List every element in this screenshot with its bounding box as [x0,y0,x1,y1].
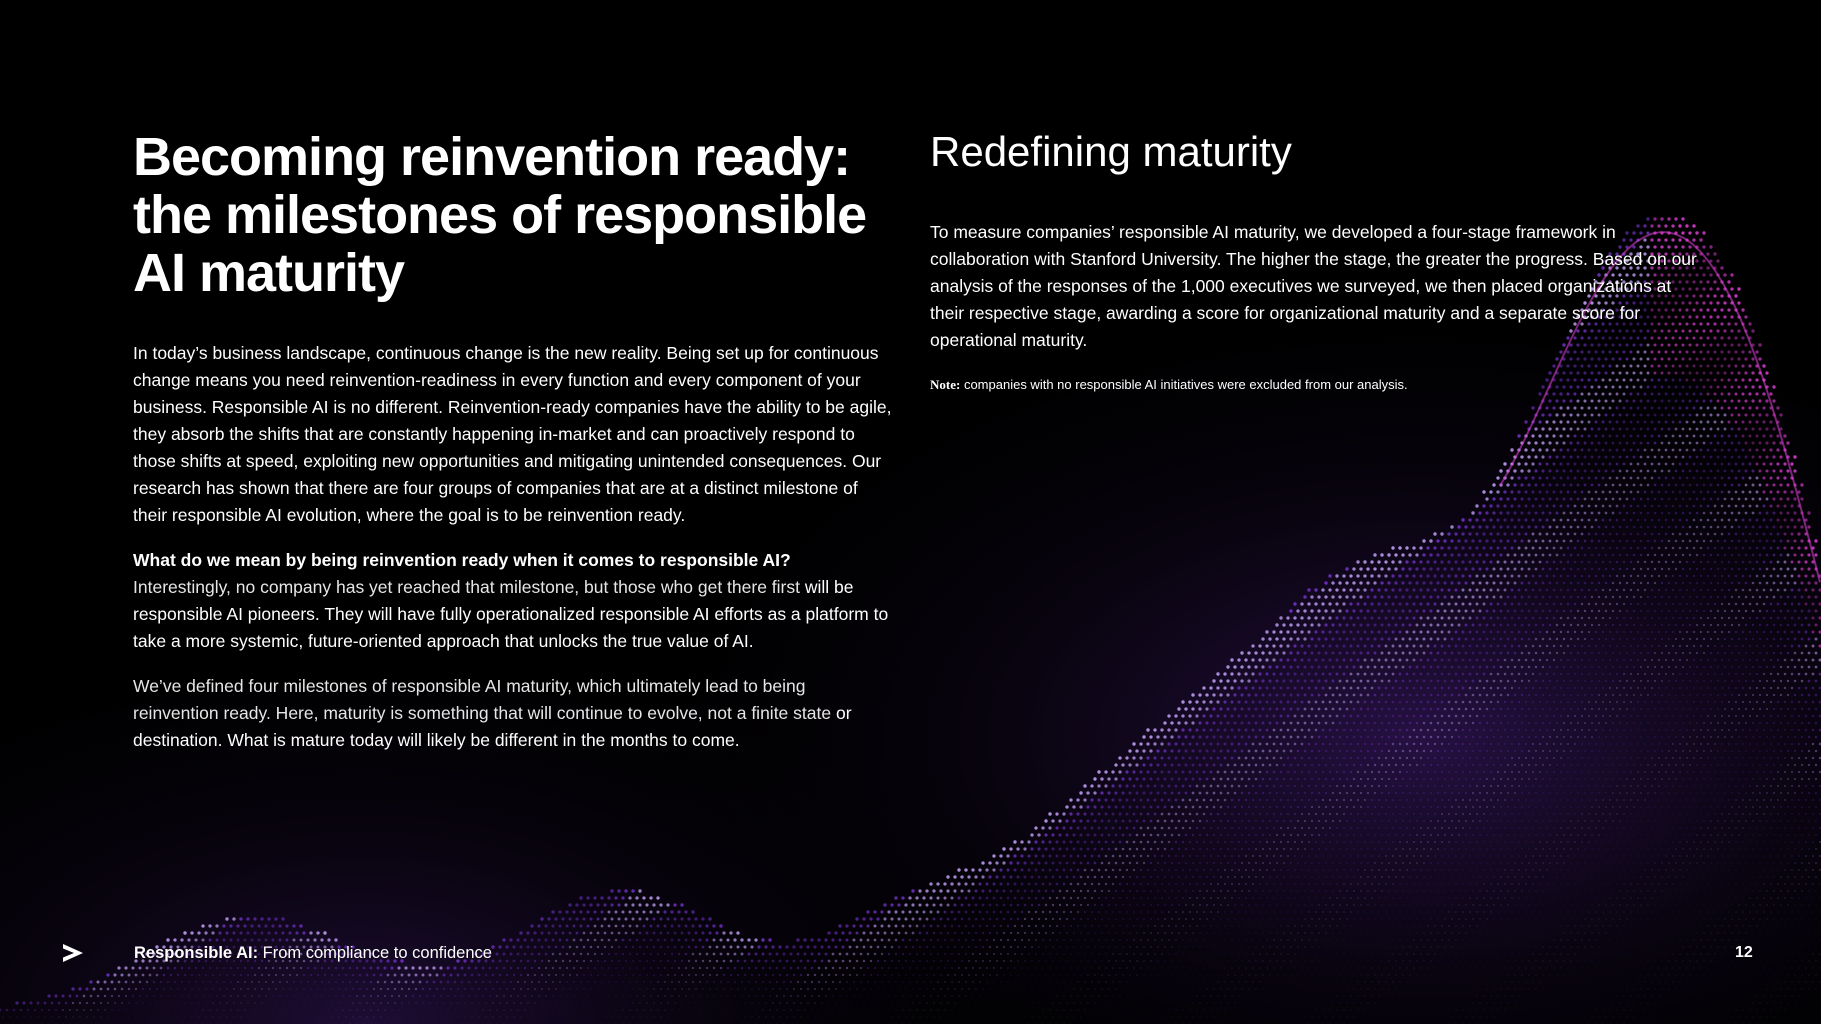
maturity-paragraph: To measure companies’ responsible AI maturity, we developed a four-stage framework in collaboration with Stanford University. The higher the stage, the greater the progress. Based on our analysis of the responses of the 1,000 executives we surveyed, we then placed organizations at their respective stage, awarding a score for organizational maturity and a separate score for operational maturity. [930,222,1697,350]
milestones-text: or destination. What is mature today will likely be different in the months to come. [133,703,852,750]
milestones-text-light: We’ve defined four milestones of responsible AI maturity, which ultimately lead to being reinvention ready. Here, maturity is something that will continue to evolve, not a finite state [133,676,832,723]
page-title [133,128,893,302]
section-heading: Redefining maturity [930,128,1292,175]
pioneers-text: will be responsible AI pioneers. They will have fully operationalized responsible AI efforts as a platform to take a more systemic, future-oriented approach that unlocks the true value of AI. [133,577,889,651]
intro-paragraph: In today’s business landscape, continuous change is the new reality. Being set up for continuous change means you need reinvention-readiness in every function and every component of your business. Responsible AI is no different. Reinvention-ready companies have the ability to be agile, they absorb the shifts that are constantly happening in-market and can proactively respond to those shifts at speed, exploiting new opportunities and mitigating unintended consequences. Our research has shown that there are four groups of companies that are at a distinct milestone of their responsible AI evolution, where the goal is to be reinvention ready. [133,343,892,525]
title-line-2: the milestones of responsible [133,185,867,245]
title-line-3: AI maturity [133,243,405,303]
maturity-text [930,219,1700,394]
footer-subtitle: From compliance to confidence [262,944,492,962]
note-text: companies with no responsible AI initiatives were excluded from our analysis. [963,377,1408,392]
footer-title [134,942,492,964]
note-label: Note: [930,377,961,392]
question-heading: What do we mean by being reinvention ready when it comes to responsible AI? [133,550,791,570]
milestones-paragraph [133,673,893,754]
title-line-1: Becoming reinvention ready: [133,127,851,187]
chevron-right-icon [60,940,86,966]
footer-brand: Responsible AI: [134,944,259,962]
pioneers-paragraph [133,547,893,655]
pioneers-text-light: Interestingly, no company has yet reached that milestone, but those who get there first [133,577,800,597]
page-number: 12 [1735,944,1753,961]
note [930,376,1700,394]
intro-text [133,340,893,772]
